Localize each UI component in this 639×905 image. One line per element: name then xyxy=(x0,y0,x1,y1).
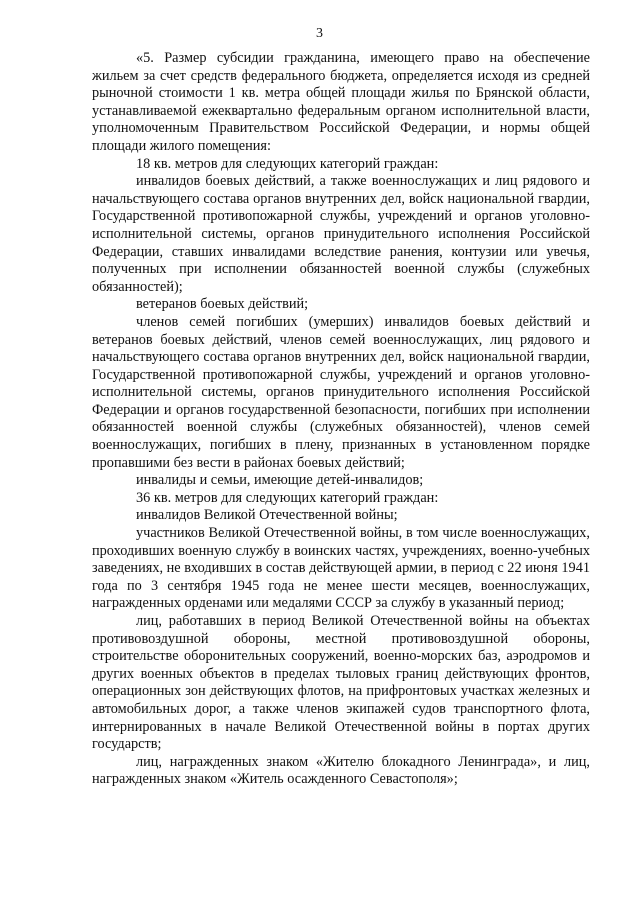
page-number: 3 xyxy=(316,26,323,41)
paragraph-war-participants: участников Великой Отечественной войны, в том числе военнослужащих, проходивших военную службу в воинских частях, учреждениях, военно-учебных заведениях, не входивших в состав действующей армии, в период с 22 июня 1941 года по 3 сентября 1945 года не менее шести месяцев, военнослужащих, награжденных орденами или медалями СССР за службу в указанный период; xyxy=(92,525,590,612)
document-body xyxy=(92,50,590,789)
paragraph-family-members: членов семей погибших (умерших) инвалидов боевых действий и ветеранов боевых действий, членов семей военнослужащих, лиц рядового и начальствующего состава органов внутренних дел, войск национальной гвардии, Государственной противопожарной службы, учреждений и органов уголовно-исполнительной системы, органов принудительного исполнения Российской Федерации и органов государственной безопасности, погибших при исполнении обязанностей военной службы (служебных обязанностей), членов семей военнослужащих, погибших в плену, признанных в установленном порядке пропавшими без вести в районах боевых действий; xyxy=(92,313,590,471)
paragraph-invalids-families: инвалиды и семьи, имеющие детей-инвалидов; xyxy=(136,472,424,489)
paragraph-war-invalids: инвалидов Великой Отечественной войны; xyxy=(136,507,398,524)
paragraph-siege-badges: лиц, награжденных знаком «Жителю блокадного Ленинграда», и лиц, награжденных знаком «Житель осажденного Севастополя»; xyxy=(92,753,590,788)
paragraph-36-sqm-heading: 36 кв. метров для следующих категорий граждан: xyxy=(136,489,439,506)
paragraph-18-sqm-heading: 18 кв. метров для следующих категорий граждан: xyxy=(136,155,439,172)
paragraph-combat-veterans: ветеранов боевых действий; xyxy=(136,296,309,313)
paragraph-combat-invalids: инвалидов боевых действий, а также военнослужащих и лиц рядового и начальствующего состава органов внутренних дел, войск национальной гвардии, Государственной противопожарной службы, учреждений и органов уголовно-исполнительной системы, органов принудительного исполнения Российской Федерации, ставших инвалидами вследствие ранения, контузии или увечья, полученных при исполнении обязанностей военной службы (служебных обязанностей); xyxy=(92,173,590,295)
paragraph-war-workers: лиц, работавших в период Великой Отечественной войны на объектах противовоздушной обороны, местной противовоздушной обороны, строительстве оборонительных сооружений, военно-морских баз, аэродромов и других военных объектов в пределах тыловых границ действующих фронтов, операционных зон действующих флотов, на прифронтовых участках железных и автомобильных дорог, а также членов экипажей судов транспортного флота, интернированных в начале Великой Отечественной войны в портах других государств; xyxy=(92,613,590,753)
paragraph-subsidy-amount: «5. Размер субсидии гражданина, имеющего право на обеспечение жильем за счет средств федерального бюджета, определяется исходя из средней рыночной стоимости 1 кв. метра общей площади жилья по Брянской области, устанавливаемой ежеквартально федеральным органом исполнительной власти, уполномоченным Правительством Российской Федерации, и нормы общей площади жилого помещения: xyxy=(92,50,590,154)
